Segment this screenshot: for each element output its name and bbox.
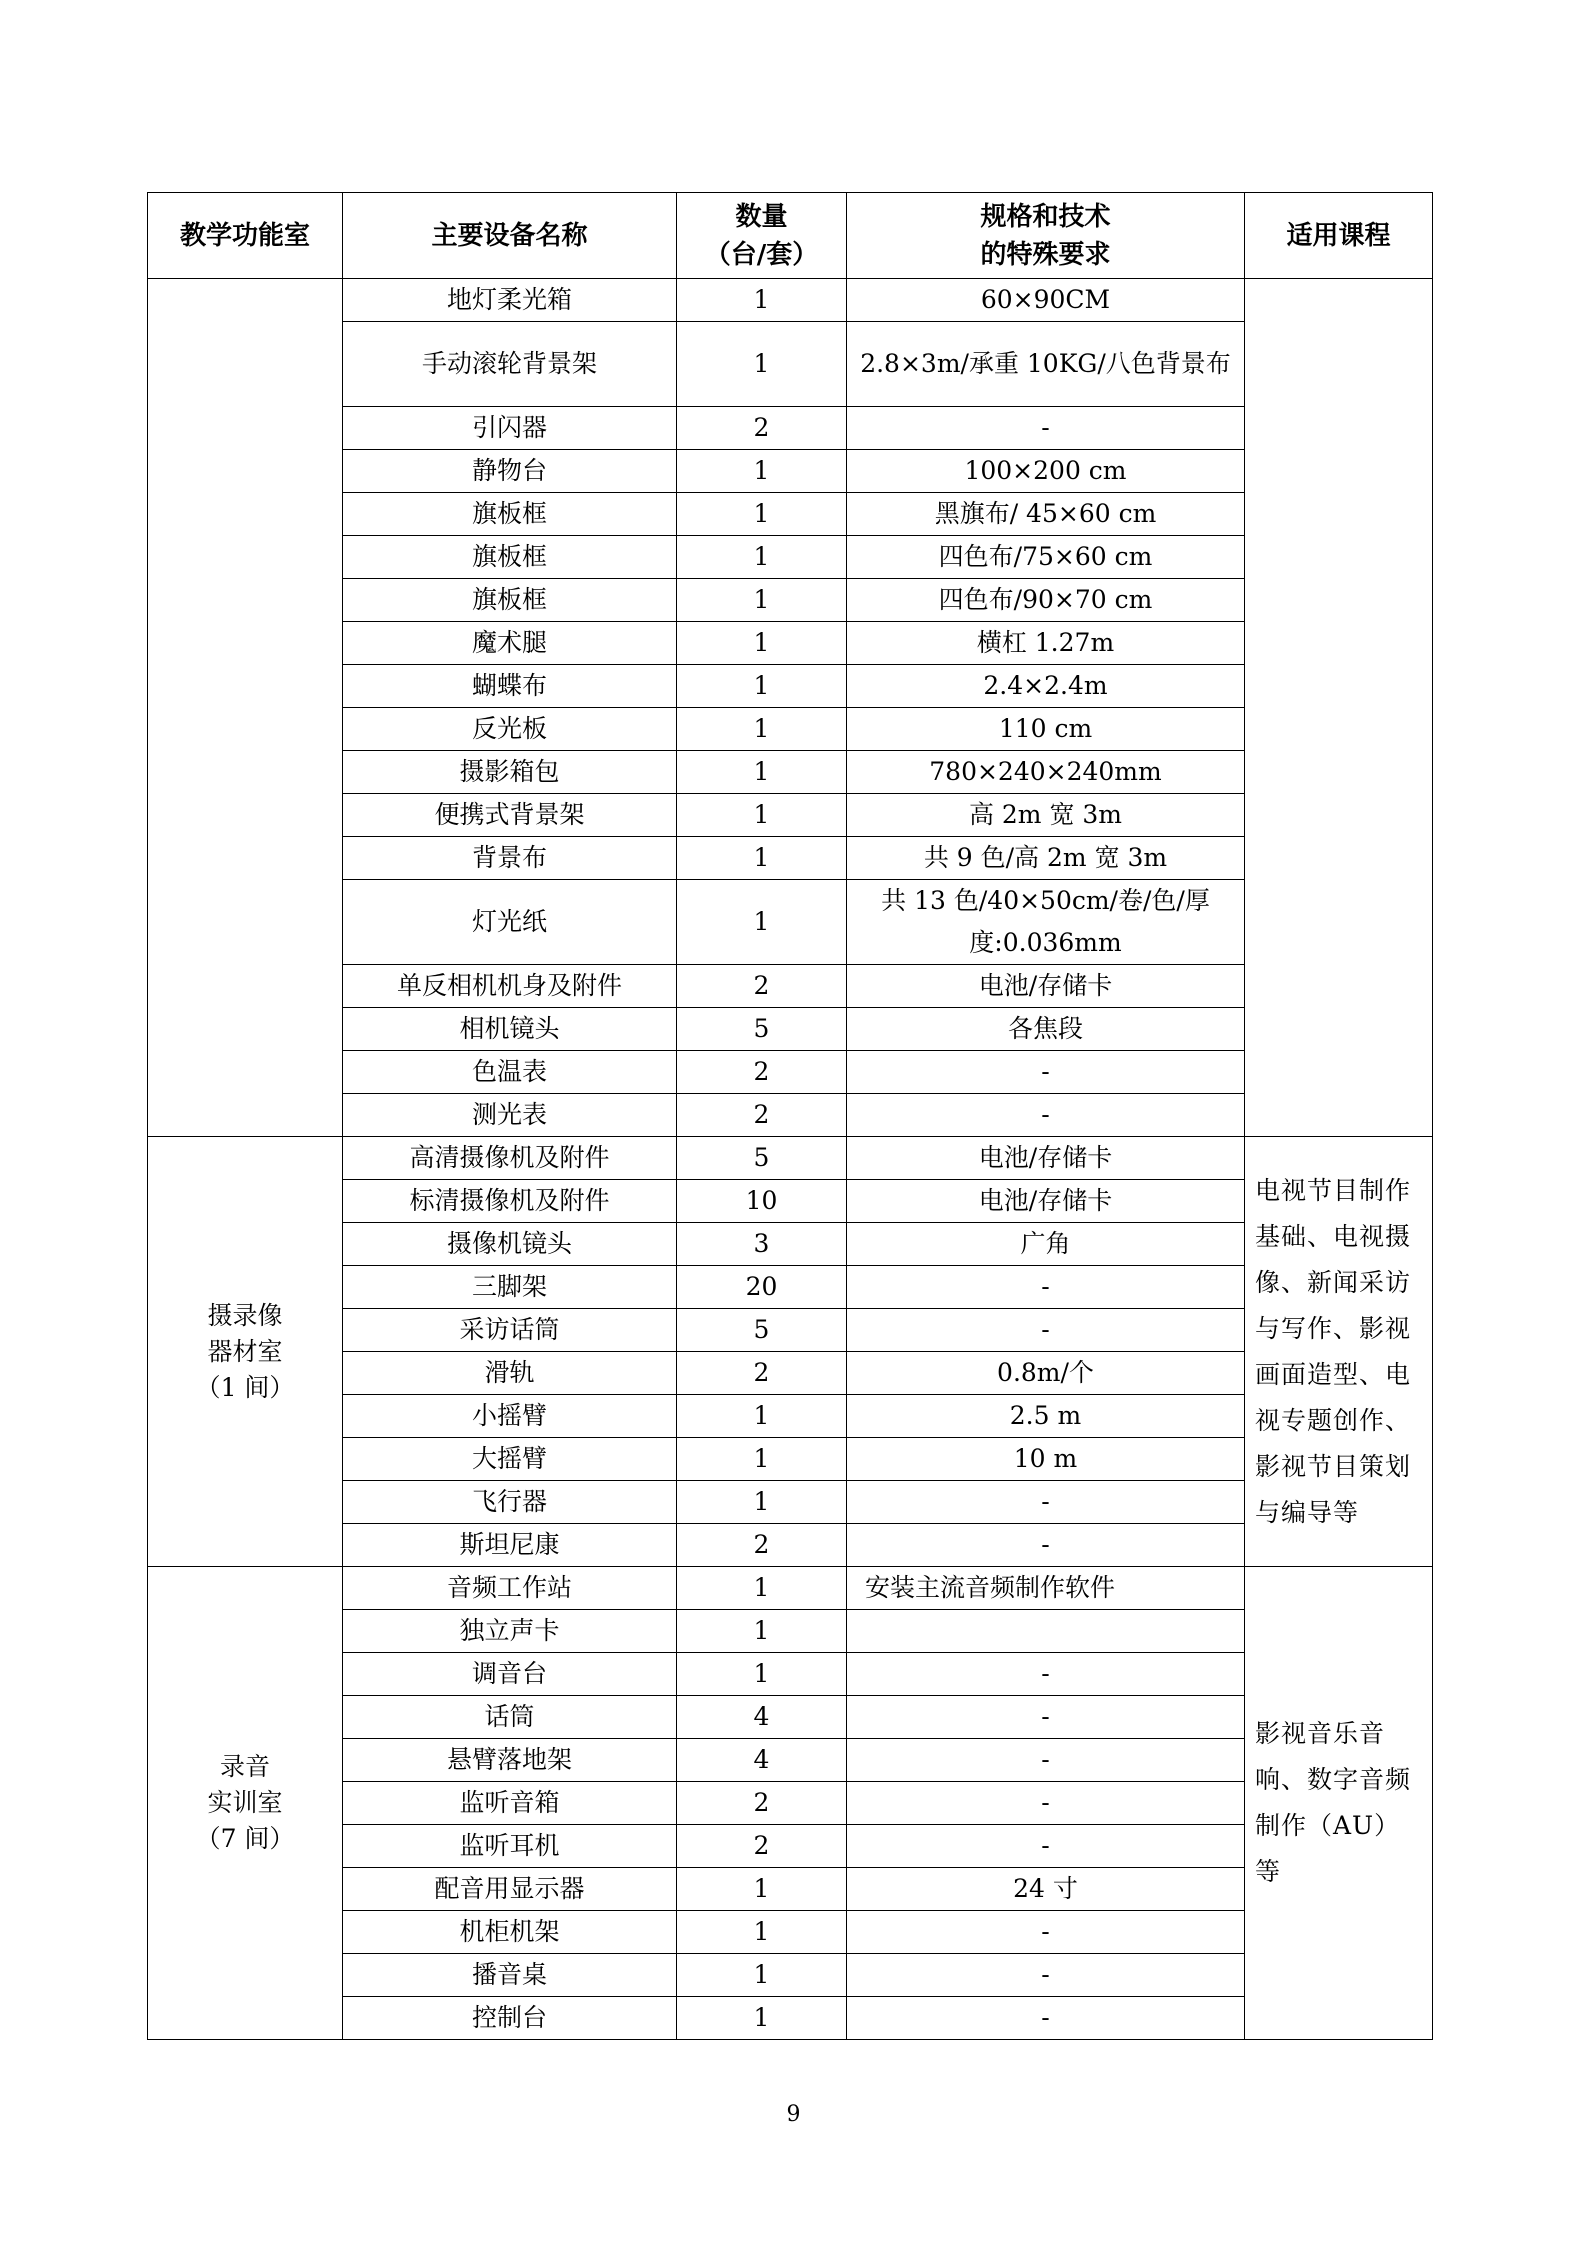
header-course: 适用课程 xyxy=(1245,193,1433,279)
header-quantity xyxy=(677,193,847,279)
equipment-name-cell: 色温表 xyxy=(343,1051,677,1094)
quantity-cell: 2 xyxy=(677,407,847,450)
spec-cell: 110 cm xyxy=(847,708,1245,751)
equipment-name-cell: 高清摄像机及附件 xyxy=(343,1137,677,1180)
quantity-cell: 1 xyxy=(677,1395,847,1438)
equipment-name-cell: 悬臂落地架 xyxy=(343,1739,677,1782)
quantity-cell: 1 xyxy=(677,279,847,322)
header-equipment: 主要设备名称 xyxy=(343,193,677,279)
quantity-cell: 5 xyxy=(677,1137,847,1180)
equipment-name-cell: 反光板 xyxy=(343,708,677,751)
spec-cell xyxy=(847,1610,1245,1653)
equipment-name-cell: 便携式背景架 xyxy=(343,794,677,837)
equipment-name-cell: 机柜机架 xyxy=(343,1911,677,1954)
quantity-cell: 2 xyxy=(677,1051,847,1094)
spec-cell: 0.8m/个 xyxy=(847,1352,1245,1395)
spec-cell: 横杠 1.27m xyxy=(847,622,1245,665)
quantity-cell: 2 xyxy=(677,1782,847,1825)
spec-cell: 共 13 色/40×50cm/卷/色/厚度:0.036mm xyxy=(847,880,1245,965)
quantity-cell: 1 xyxy=(677,1911,847,1954)
equipment-name-cell: 测光表 xyxy=(343,1094,677,1137)
equipment-name-cell: 控制台 xyxy=(343,1997,677,2040)
spec-cell: 2.4×2.4m xyxy=(847,665,1245,708)
spec-cell: 黑旗布/ 45×60 cm xyxy=(847,493,1245,536)
equipment-name-cell: 相机镜头 xyxy=(343,1008,677,1051)
quantity-cell: 1 xyxy=(677,1610,847,1653)
quantity-cell: 1 xyxy=(677,1653,847,1696)
equipment-name-cell: 音频工作站 xyxy=(343,1567,677,1610)
spec-cell: 10 m xyxy=(847,1438,1245,1481)
header-spec-line1: 规格和技术 xyxy=(980,201,1111,232)
equipment-name-cell: 监听音箱 xyxy=(343,1782,677,1825)
quantity-cell: 2 xyxy=(677,1825,847,1868)
quantity-cell: 1 xyxy=(677,1868,847,1911)
spec-cell: 安装主流音频制作软件 xyxy=(847,1567,1245,1610)
spec-cell: 100×200 cm xyxy=(847,450,1245,493)
spec-cell: - xyxy=(847,1309,1245,1352)
spec-cell: 高 2m 宽 3m xyxy=(847,794,1245,837)
spec-cell: 电池/存储卡 xyxy=(847,1180,1245,1223)
room-name-line: （7 间） xyxy=(195,1824,295,1853)
equipment-name-cell: 采访话筒 xyxy=(343,1309,677,1352)
equipment-name-cell: 标清摄像机及附件 xyxy=(343,1180,677,1223)
equipment-name-cell: 旗板框 xyxy=(343,536,677,579)
spec-cell: 各焦段 xyxy=(847,1008,1245,1051)
header-room: 教学功能室 xyxy=(148,193,343,279)
quantity-cell: 1 xyxy=(677,493,847,536)
room-name-line: 器材室 xyxy=(207,1336,283,1366)
spec-cell: - xyxy=(847,1266,1245,1309)
equipment-name-cell: 监听耳机 xyxy=(343,1825,677,1868)
equipment-name-cell: 调音台 xyxy=(343,1653,677,1696)
quantity-cell: 1 xyxy=(677,794,847,837)
quantity-cell: 1 xyxy=(677,450,847,493)
room-cell xyxy=(148,279,343,1137)
room-name-line: 实训室 xyxy=(207,1788,283,1817)
quantity-cell: 5 xyxy=(677,1008,847,1051)
header-spec xyxy=(847,193,1245,279)
room-name-line: 录音 xyxy=(219,1752,270,1781)
equipment-name-cell: 摄像机镜头 xyxy=(343,1223,677,1266)
equipment-name-cell: 灯光纸 xyxy=(343,880,677,965)
equipment-name-cell: 蝴蝶布 xyxy=(343,665,677,708)
spec-cell: - xyxy=(847,1653,1245,1696)
header-quantity-line2: （台/套） xyxy=(704,239,819,270)
equipment-name-cell: 单反相机机身及附件 xyxy=(343,965,677,1008)
quantity-cell: 1 xyxy=(677,837,847,880)
equipment-name-cell: 话筒 xyxy=(343,1696,677,1739)
quantity-cell: 1 xyxy=(677,880,847,965)
page-number: 9 xyxy=(786,2102,801,2127)
room-name-line: （1 间） xyxy=(195,1372,295,1402)
spec-cell: 24 寸 xyxy=(847,1868,1245,1911)
course-cell: 影视音乐音响、数字音频制作（AU）等 xyxy=(1245,1567,1433,2040)
quantity-cell: 1 xyxy=(677,751,847,794)
table-header-row xyxy=(148,193,1433,279)
equipment-name-cell: 三脚架 xyxy=(343,1266,677,1309)
equipment-name-cell: 静物台 xyxy=(343,450,677,493)
equipment-name-cell: 旗板框 xyxy=(343,579,677,622)
equipment-name-cell: 配音用显示器 xyxy=(343,1868,677,1911)
room-cell xyxy=(148,1567,343,2040)
equipment-name-cell: 斯坦尼康 xyxy=(343,1524,677,1567)
room-name-line: 摄录像 xyxy=(207,1300,283,1330)
room-cell xyxy=(148,1137,343,1567)
spec-cell: 四色布/75×60 cm xyxy=(847,536,1245,579)
quantity-cell: 4 xyxy=(677,1739,847,1782)
spec-cell: 广角 xyxy=(847,1223,1245,1266)
spec-cell: 共 9 色/高 2m 宽 3m xyxy=(847,837,1245,880)
table-row xyxy=(148,1137,1433,1180)
quantity-cell: 1 xyxy=(677,579,847,622)
table-row xyxy=(148,1567,1433,1610)
equipment-name-cell: 背景布 xyxy=(343,837,677,880)
spec-cell: - xyxy=(847,1997,1245,2040)
quantity-cell: 10 xyxy=(677,1180,847,1223)
quantity-cell: 1 xyxy=(677,665,847,708)
spec-cell: - xyxy=(847,1739,1245,1782)
equipment-name-cell: 滑轨 xyxy=(343,1352,677,1395)
equipment-name-cell: 飞行器 xyxy=(343,1481,677,1524)
equipment-name-cell: 大摇臂 xyxy=(343,1438,677,1481)
spec-cell: - xyxy=(847,1782,1245,1825)
quantity-cell: 4 xyxy=(677,1696,847,1739)
spec-cell: - xyxy=(847,1825,1245,1868)
quantity-cell: 3 xyxy=(677,1223,847,1266)
equipment-name-cell: 引闪器 xyxy=(343,407,677,450)
quantity-cell: 5 xyxy=(677,1309,847,1352)
quantity-cell: 2 xyxy=(677,965,847,1008)
spec-cell: 2.5 m xyxy=(847,1395,1245,1438)
quantity-cell: 1 xyxy=(677,708,847,751)
header-quantity-line1: 数量 xyxy=(735,201,788,232)
spec-cell: 电池/存储卡 xyxy=(847,965,1245,1008)
spec-cell: 2.8×3m/承重 10KG/八色背景布 xyxy=(847,322,1245,407)
spec-cell: 四色布/90×70 cm xyxy=(847,579,1245,622)
quantity-cell: 1 xyxy=(677,1438,847,1481)
spec-cell: - xyxy=(847,1911,1245,1954)
equipment-name-cell: 播音桌 xyxy=(343,1954,677,1997)
quantity-cell: 1 xyxy=(677,1567,847,1610)
equipment-name-cell: 独立声卡 xyxy=(343,1610,677,1653)
quantity-cell: 1 xyxy=(677,322,847,407)
quantity-cell: 1 xyxy=(677,622,847,665)
equipment-name-cell: 魔术腿 xyxy=(343,622,677,665)
spec-cell: - xyxy=(847,1524,1245,1567)
spec-cell: 60×90CM xyxy=(847,279,1245,322)
spec-cell: - xyxy=(847,407,1245,450)
quantity-cell: 1 xyxy=(677,536,847,579)
quantity-cell: 1 xyxy=(677,1481,847,1524)
spec-cell: 780×240×240mm xyxy=(847,751,1245,794)
equipment-name-cell: 手动滚轮背景架 xyxy=(343,322,677,407)
equipment-name-cell: 摄影箱包 xyxy=(343,751,677,794)
spec-cell: 电池/存储卡 xyxy=(847,1137,1245,1180)
course-cell: 电视节目制作基础、电视摄像、新闻采访与写作、影视画面造型、电视专题创作、影视节目策划与编导等 xyxy=(1245,1137,1433,1567)
spec-cell: - xyxy=(847,1094,1245,1137)
table-body xyxy=(148,279,1433,2040)
quantity-cell: 1 xyxy=(677,1997,847,2040)
spec-cell: - xyxy=(847,1481,1245,1524)
course-cell xyxy=(1245,279,1433,1137)
spec-cell: - xyxy=(847,1954,1245,1997)
table-row xyxy=(148,279,1433,322)
equipment-name-cell: 旗板框 xyxy=(343,493,677,536)
quantity-cell: 1 xyxy=(677,1954,847,1997)
quantity-cell: 2 xyxy=(677,1352,847,1395)
header-spec-line2: 的特殊要求 xyxy=(980,239,1111,270)
quantity-cell: 20 xyxy=(677,1266,847,1309)
quantity-cell: 2 xyxy=(677,1094,847,1137)
spec-cell: - xyxy=(847,1696,1245,1739)
quantity-cell: 2 xyxy=(677,1524,847,1567)
equipment-table xyxy=(147,192,1433,2040)
equipment-name-cell: 地灯柔光箱 xyxy=(343,279,677,322)
spec-cell: - xyxy=(847,1051,1245,1094)
equipment-name-cell: 小摇臂 xyxy=(343,1395,677,1438)
